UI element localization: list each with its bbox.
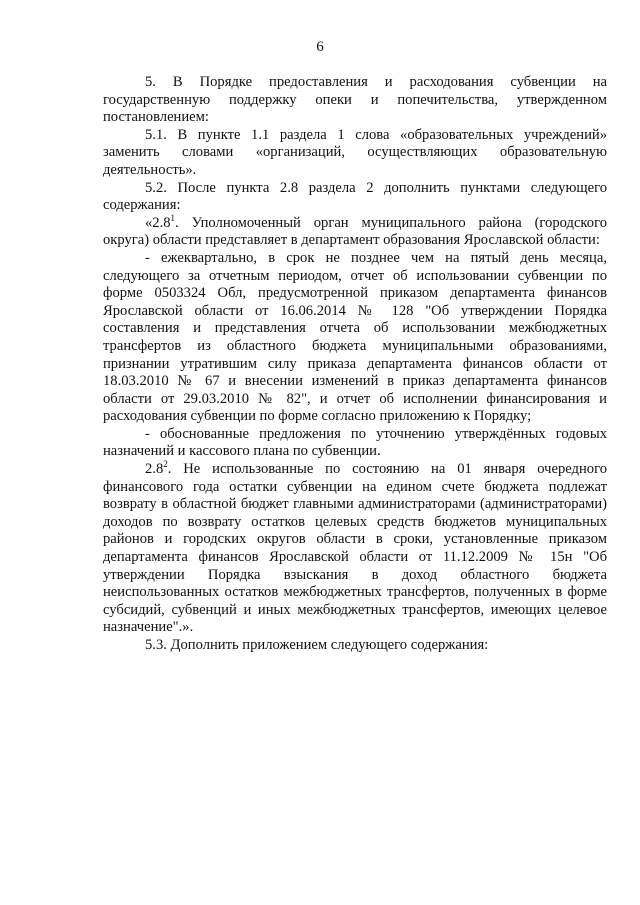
paragraph-bullet-proposals (103, 426, 607, 461)
paragraph-text: 5.2. После пункта 2.8 раздела 2 дополнить пунктами следующего содержания: (103, 179, 607, 214)
paragraph-text: 5.1. В пункте 1.1 раздела 1 слова «образовательных учреждений» заменить словами «организаций, осуществляющих образовательную деятельность». (103, 126, 607, 178)
document-body (103, 74, 607, 655)
paragraph-item-5-1 (103, 127, 607, 180)
paragraph-item-5 (103, 74, 607, 127)
paragraph-text: . Не использованные по состоянию на 01 января очередного финансового года остатки субвенции на едином счете бюджета подлежат возврату в областной бюджет главными администраторами (администраторами) доходов по возврату остатков целевых средств бюджетов муниципальных районов и городских округов области в сроки, установленные приказом департамента финансов Ярославской области от 11.12.2009 № 15н "Об утверждении Порядка взыскания в доход областного бюджета неиспользованных остатков межбюджетных трансфертов, полученных в форме субсидий, субвенций и иных межбюджетных трансфертов, имеющих целевое назначение".». (103, 461, 607, 636)
paragraph-text: 5.3. Дополнить приложением следующего содержания: (145, 637, 489, 653)
paragraph-clause-2-8-2 (103, 461, 607, 637)
clause-superscript: 2 (163, 459, 168, 470)
paragraph-text: . Уполномоченный орган муниципального района (городского округа) области представляет в департамент образования Ярославской области: (103, 214, 607, 249)
paragraph-bullet-quarterly-report (103, 250, 607, 426)
paragraph-item-5-3 (103, 637, 607, 655)
paragraph-item-5-2 (103, 180, 607, 215)
clause-number: «2.8 (145, 214, 171, 231)
clause-superscript: 1 (170, 212, 176, 223)
clause-number: 2.8 (145, 461, 164, 478)
page-number: 6 (316, 39, 324, 55)
paragraph-text: 5. В Порядке предоставления и расходования субвенции на государственную поддержку опеки и попечительства, утвержденном постановлением: (103, 74, 607, 126)
paragraph-text: - обоснованные предложения по уточнению утверждённых годовых назначений и кассового плана по субвенции. (103, 425, 607, 460)
paragraph-text: - ежеквартально, в срок не позднее чем на пятый день месяца, следующего за отчетным периодом, отчет об использовании субвенции по форме 0503324 Обл, предусмотренной приказом департамента финансов Ярославской области от 16.06.2014 № 128 "Об утверждении Порядка составления и представления отчета об использовании межбюджетных трансфертов из областного бюджета муниципальными образованиями, признании утратившим силу приказа департамента финансов области от 18.03.2010 № 67 и внесении изменений в приказ департамента финансов области от 29.03.2010 № 82", и отчет об исполнении финансирования и расходования субвенции по форме согласно приложению к Порядку; (103, 249, 607, 425)
paragraph-clause-2-8-1 (103, 212, 607, 250)
